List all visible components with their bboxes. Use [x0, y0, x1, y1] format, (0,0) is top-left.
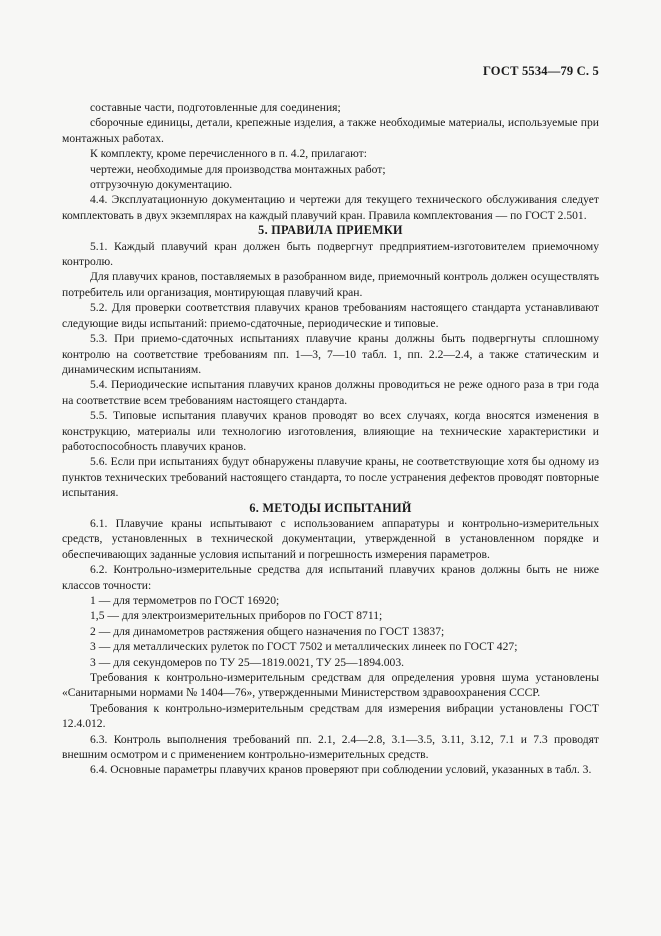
paragraph: Требования к контрольно-измерительным средствам для измерения вибрации установлены ГОСТ 12.4.012. [62, 701, 599, 731]
paragraph: 5.4. Периодические испытания плавучих кранов должны проводиться не реже одного раза в три года на соответствие всем требованиям настоящего стандарта. [62, 378, 599, 407]
paragraph: 6.4. Основные параметры плавучих кранов проверяют при соблюдении условий, указанных в табл. 3. [90, 763, 592, 777]
paragraph: отгрузочную документацию. [90, 178, 233, 192]
paragraph: чертежи, необходимые для производства монтажных работ; [90, 162, 386, 176]
paragraph: сборочные единицы, детали, крепежные изделия, а также необходимые материалы, используемые при монтажных работах. [62, 116, 599, 145]
paragraph: 5.5. Типовые испытания плавучих кранов проводят во всех случаях, когда вносятся изменения в конструкцию, материалы или технологию изготовления, влияющие на технические характеристики и работоспособность плавучих кранов. [62, 409, 599, 453]
document-body [62, 100, 599, 778]
section-heading-5: 5. ПРАВИЛА ПРИЕМКИ [258, 223, 403, 238]
list-item: 1 — для термометров по ГОСТ 16920; [90, 594, 280, 607]
list-item: 3 — для металлических рулеток по ГОСТ 7502 и металлических линеек по ГОСТ 427; [90, 640, 518, 654]
paragraph: К комплекту, кроме перечисленного в п. 4.2, прилагают: [90, 147, 367, 161]
list-item: 2 — для динамометров растяжения общего назначения по ГОСТ 13837; [90, 624, 445, 638]
page-header: ГОСТ 5534—79 С. 5 [482, 64, 599, 78]
paragraph: 5.3. При приемо-сдаточных испытаниях плавучие краны должны быть подвергнуты сплошному контролю на соответствие требованиям пп. 1—3, 7—10 табл. 1, пп. 2.2—2.4, а также статическим и динамическим испытаниям. [62, 332, 599, 376]
paragraph: Требования к контрольно-измерительным средствам для определения уровня шума установлены «Санитарными нормами № 1404—76», утвержденными Министерством здравоохранения СССР. [62, 671, 599, 700]
paragraph: 6.1. Плавучие краны испытывают с использованием аппаратуры и контрольно-измерительных средств, установленных в технической документации, утвержденной в установленном порядке и обеспечивающих заданные условия испытаний и погрешность измерения параметров. [62, 516, 599, 561]
paragraph: 5.1. Каждый плавучий кран должен быть подвергнут предприятием-изготовителем приемочному контролю. [62, 239, 599, 269]
paragraph: Для плавучих кранов, поставляемых в разобранном виде, приемочный контроль должен осуществлять потребитель или организация, монтирующая плавучий кран. [62, 270, 599, 299]
paragraph: 4.4. Эксплуатационную документацию и чертежи для текущего технического обслуживания следует комплектовать в двух экземплярах на каждый плавучий кран. Правила комплектования — по ГОСТ 2.501. [62, 193, 599, 222]
paragraph: 5.6. Если при испытаниях будут обнаружены плавучие краны, не соответствующие хотя бы одному из пунктов технических требований настоящего стандарта, то после устранения дефектов проводят повторные испытания. [62, 455, 599, 500]
paragraph: 6.3. Контроль выполнения требований пп. 2.1, 2.4—2.8, 3.1—3.5, 3.11, 3.12, 7.1 и 7.3 проводят внешним осмотром и с применением контрольно-измерительных средств. [62, 732, 599, 762]
list-item: 1,5 — для электроизмерительных приборов по ГОСТ 8711; [90, 609, 383, 623]
list-item: 3 — для секундомеров по ТУ 25—1819.0021, ТУ 25—1894.003. [90, 655, 405, 669]
section-heading-6: 6. МЕТОДЫ ИСПЫТАНИЙ [249, 500, 412, 515]
paragraph: составные части, подготовленные для соединения; [90, 101, 341, 114]
paragraph: 6.2. Контрольно-измерительные средства для испытаний плавучих кранов должны быть не ниже классов точности: [62, 563, 599, 592]
paragraph: 5.2. Для проверки соответствия плавучих кранов требованиям настоящего стандарта устанавливают следующие виды испытаний: приемо-сдаточные, периодические и типовые. [62, 301, 599, 330]
